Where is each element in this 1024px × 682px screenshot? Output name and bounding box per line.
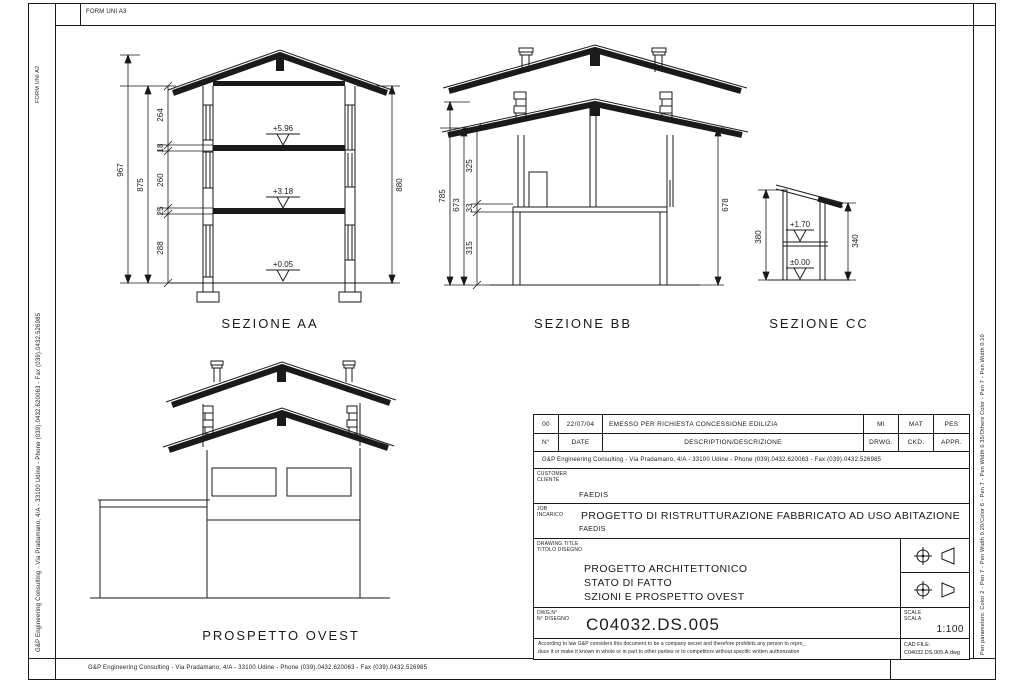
cc-roof	[776, 185, 843, 207]
job-value: PROGETTO DI RISTRUTTURAZIONE FABBRICATO AD USO ABITAZIONE	[581, 510, 961, 522]
aa-dim-seg4: 25	[156, 206, 165, 216]
aa-floor-slabs	[213, 145, 345, 214]
header-n-cell	[534, 434, 559, 452]
first-angle-projection-icon	[912, 545, 958, 567]
drawing-title-line1: PROGETTO ARCHITETTONICO	[584, 563, 748, 575]
revision-date: 22/07/04	[566, 420, 595, 428]
projection-symbol-cell-2	[901, 573, 969, 608]
ovest-main-body	[207, 448, 360, 598]
bb-lower-roof	[442, 99, 748, 135]
form-label-top: FORM UNI A3	[86, 9, 127, 15]
header-date-cell	[559, 434, 603, 452]
aa-level-3: +0.05	[272, 260, 294, 269]
aa-level-1: +5.96	[272, 124, 294, 133]
header-date: DATE	[571, 439, 590, 446]
third-angle-projection-icon	[912, 579, 958, 601]
job-cell	[534, 504, 969, 539]
scale-value: 1:100	[936, 624, 964, 635]
revision-appr: PES	[944, 420, 959, 428]
aa-level-2: +3.18	[272, 187, 294, 196]
aa-dim-right: 880	[395, 178, 404, 192]
pen-parameters-text: Pen parameters: Color 2 - Pen 7 - Pen Width 0.20/Color 6 - Pen 7 - Pen Width 0.35/Others Color - Pen 7 - Pen Width 0.10	[980, 334, 986, 655]
scale-labels	[904, 610, 921, 623]
aa-dimensions	[116, 55, 404, 287]
prospetto-ovest-title: PROSPETTO OVEST	[202, 628, 360, 643]
company-line-cell	[534, 452, 969, 469]
header-drwg-cell	[864, 434, 899, 452]
ovest-upper-roof	[166, 362, 396, 405]
ovest-lower-roof	[163, 408, 394, 450]
bb-dim-seg1: 325	[465, 159, 474, 173]
header-appr: APPR.	[940, 439, 962, 446]
drawing-title-label-en: DRAWING TITLE	[537, 541, 579, 547]
revision-description: EMESSO PER RICHIESTA CONCESSIONE EDILIZIA	[609, 420, 778, 428]
sezione-bb-drawing	[438, 45, 748, 331]
revision-drwg-cell	[864, 415, 899, 434]
drawing-title-label-it: TITOLO DISEGNO	[537, 547, 583, 554]
sezione-aa-drawing	[116, 50, 404, 331]
cc-dim-right: 340	[851, 234, 860, 248]
revision-drwg: MI	[877, 420, 885, 428]
aa-dim-seg5: 288	[156, 241, 165, 255]
side-address-text: G&P Engineering Consulting - Via Pradamano, 4/A - 33100 Udine - Phone (039).0432.620063 - Fax (039).0432.526985	[36, 312, 42, 652]
aa-dim-seg1: 264	[156, 108, 165, 122]
disclaimer-line1: According to law G&P considers this document to be a company secret and therefore prohibits any person to repro_	[538, 641, 806, 647]
job-value2: FAEDIS	[579, 526, 606, 533]
disclaimer-cell	[534, 639, 901, 659]
header-n: N°	[542, 439, 550, 446]
cad-file-cell	[901, 639, 969, 659]
sezione-aa-title: SEZIONE AA	[221, 316, 319, 331]
right-strip-divider	[973, 3, 974, 658]
cad-file-label: CAD FILE:	[904, 642, 931, 648]
ovest-annex	[98, 500, 210, 598]
bb-dim-right: 678	[721, 198, 730, 212]
revision-appr-cell	[934, 415, 969, 434]
cc-level-1: +1.70	[789, 220, 811, 229]
projection-symbol-cell-1	[901, 539, 969, 573]
dwg-number-cell	[534, 608, 901, 639]
bb-dim-inner: 673	[452, 198, 461, 212]
bottom-address-text: G&P Engineering Consulting - Via Pradamano, 4/A - 33100 Udine - Phone (039).0432.620063 - Fax (039).0432.526985	[88, 665, 428, 671]
scale-label-it: SCALA	[904, 616, 922, 623]
revision-ckd-cell	[899, 415, 934, 434]
dwg-number-value: C04032.DS.005	[586, 615, 720, 634]
customer-label-it: CLIENTE	[537, 477, 560, 484]
bb-upper-roof	[443, 45, 747, 91]
revision-n-cell	[534, 415, 559, 434]
form-label-side: FORM UNI A2	[35, 65, 41, 103]
header-drwg: DRWG.	[869, 439, 893, 446]
ovest-window-right	[287, 468, 351, 496]
bb-posts	[518, 108, 673, 207]
aa-dim-inner: 875	[136, 178, 145, 192]
revision-date-cell	[559, 415, 603, 434]
drawing-title-labels	[537, 541, 582, 554]
aa-dim-total: 967	[116, 163, 125, 177]
drawing-title-cell	[534, 539, 901, 608]
cc-level-markers	[786, 220, 814, 279]
scale-cell	[901, 608, 969, 639]
scale-label-en: SCALE	[904, 610, 922, 616]
drawing-title-lines	[584, 562, 747, 605]
company-line: G&P Engineering Consulting - Via Pradamano, 4/A - 33100 Udine - Phone (039).0432.620063 - Fax (039).0432.526985	[542, 457, 882, 463]
header-ckd-cell	[899, 434, 934, 452]
revision-n: 00	[542, 420, 550, 428]
dwg-label-it: N° DISEGNO	[537, 616, 570, 623]
sezione-bb-title: SEZIONE BB	[533, 316, 633, 331]
aa-dim-seg2: 18	[156, 143, 165, 153]
dwg-label-en: DWG.N°	[537, 610, 558, 616]
aa-foundations	[170, 283, 395, 302]
cad-file-value: C04032.DS.005.A.dwg	[904, 650, 960, 657]
header-ckd: CKD.	[907, 439, 925, 446]
bb-dim-seg3: 315	[465, 241, 474, 255]
bottom-strip-cell-divider	[890, 658, 891, 680]
job-labels	[537, 506, 563, 519]
job-label-en: JOB	[537, 506, 548, 512]
top-strip-cell-divider	[80, 3, 81, 25]
aa-ceiling-slab	[213, 81, 345, 86]
prospetto-ovest-drawing	[90, 361, 396, 643]
aa-roof	[168, 50, 392, 93]
sezione-cc-drawing	[754, 185, 869, 331]
bb-dim-total: 785	[438, 189, 447, 203]
customer-label-en: CUSTOMER	[537, 471, 568, 477]
cc-level-2: ±0.00	[790, 258, 810, 267]
disclaimer-line2: duce it or make it known in whole or in part to other parties or to competitors without specific written authorization	[538, 648, 800, 655]
drawing-title-line3: SZIONI E PROSPETTO OVEST	[584, 591, 745, 604]
aa-dim-seg3: 260	[156, 173, 165, 187]
header-description-cell	[603, 434, 864, 452]
customer-labels	[537, 471, 567, 484]
header-appr-cell	[934, 434, 969, 452]
job-label-it: INCARICO	[537, 512, 564, 519]
customer-value: FAEDIS	[579, 490, 609, 499]
customer-cell	[534, 469, 969, 504]
revision-description-cell	[603, 415, 864, 434]
dwg-number-labels	[537, 610, 569, 623]
bb-dim-seg2: 33	[465, 203, 474, 213]
title-block	[533, 414, 970, 660]
bb-ground-floor-box	[490, 207, 700, 285]
sezione-cc-title: SEZIONE CC	[769, 316, 869, 331]
revision-ckd: MAT	[908, 420, 924, 428]
cc-dim-left: 380	[754, 230, 763, 244]
drawing-title-line2: STATO DI FATTO	[584, 577, 673, 590]
ovest-window-left	[212, 468, 276, 496]
header-description: DESCRIPTION/DESCRIZIONE	[684, 439, 782, 446]
